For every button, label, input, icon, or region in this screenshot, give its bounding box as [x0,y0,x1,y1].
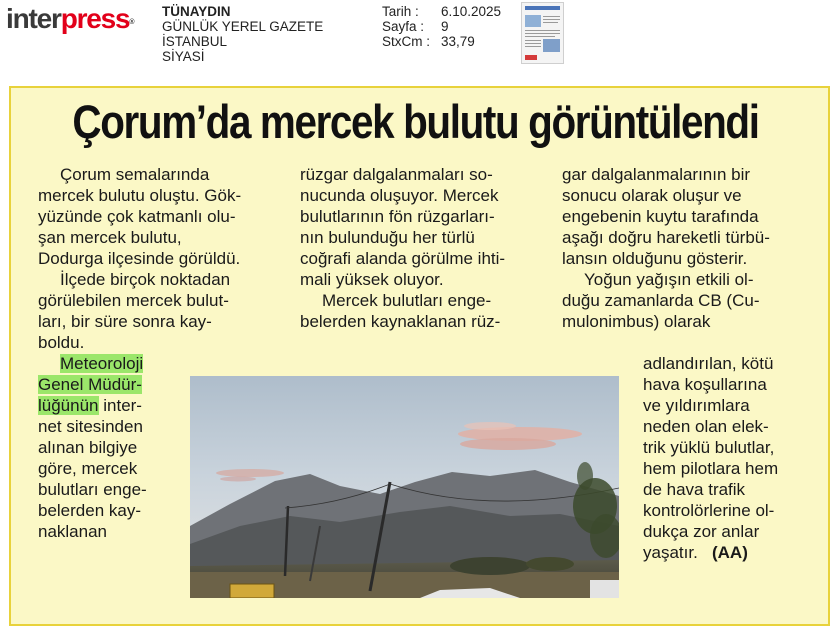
article-column-3: gar dalgalanmalarının bir sonucu olarak oluşur ve engebenin kuytu tarafında aşağı doğru hareketli türbü- lansın olduğunu gösterir. Yoğun yağışın etkili ol- duğu zamanlarda CB (Cu- mulonimbus) olarak [562,165,770,331]
meta-page: Sayfa : 9 [382,19,449,34]
publication-city: İSTANBUL [162,34,228,49]
publication-info [162,4,323,64]
article-last-line: yaşatır. (AA) [643,543,748,562]
highlight-line-3: lüğünün inter- [38,396,142,415]
clipping-meta [382,4,501,49]
publication-name: TÜNAYDIN [162,4,231,19]
article-column-3-narrow: adlandırılan, kötü hava koşullarına ve yıldırımlara neden olan elek- trik yüklü bulutlar, hem pilotlara hem de hava trafik kontrolörlerine ol- dukça zor anlar yaşatır. (AA) [643,354,779,562]
publication-type: GÜNLÜK YEREL GAZETE [162,19,324,34]
highlight-line-2: Genel Müdür- [38,375,142,394]
highlight-line-1: Meteoroloji [60,354,144,373]
article-column-1: Çorum semalarında mercek bulutu oluştu. Gök- yüzünde çok katmanlı olu- şan mercek bulutu, Dodurga ilçesinde görüldü. İlçede birçok noktadan görülebilen mercek bulut- ları, bir süre sonra kay- boldu. Meteoroloji Genel Müdür- lüğünün inter- net sitesinden alınan bilgiye göre, mercek bulutları enge- belerden kay- naklanan [38,165,242,541]
news-source: (AA) [711,543,748,562]
page-thumbnail[interactable] [521,2,564,64]
meta-stxcm: StxCm : 33,79 [382,34,475,49]
meta-date: Tarih : 6.10.2025 [382,4,502,19]
landscape-photo-icon [190,376,619,598]
article-headline: Çorum’da mercek bulutu görüntülendi [72,95,759,148]
publication-section: SİYASİ [162,49,205,64]
interpress-logo: interpress® [6,3,134,34]
article-column-2: rüzgar dalgalanmaları so- nucunda oluşuyor. Mercek bulutlarının fön rüzgarları- nın bulunduğu her türlü coğrafi alanda görülme ihti- mali yüksek oluyor. Mercek bulutları enge- belerden kaynaklanan rüz- [300,165,506,331]
